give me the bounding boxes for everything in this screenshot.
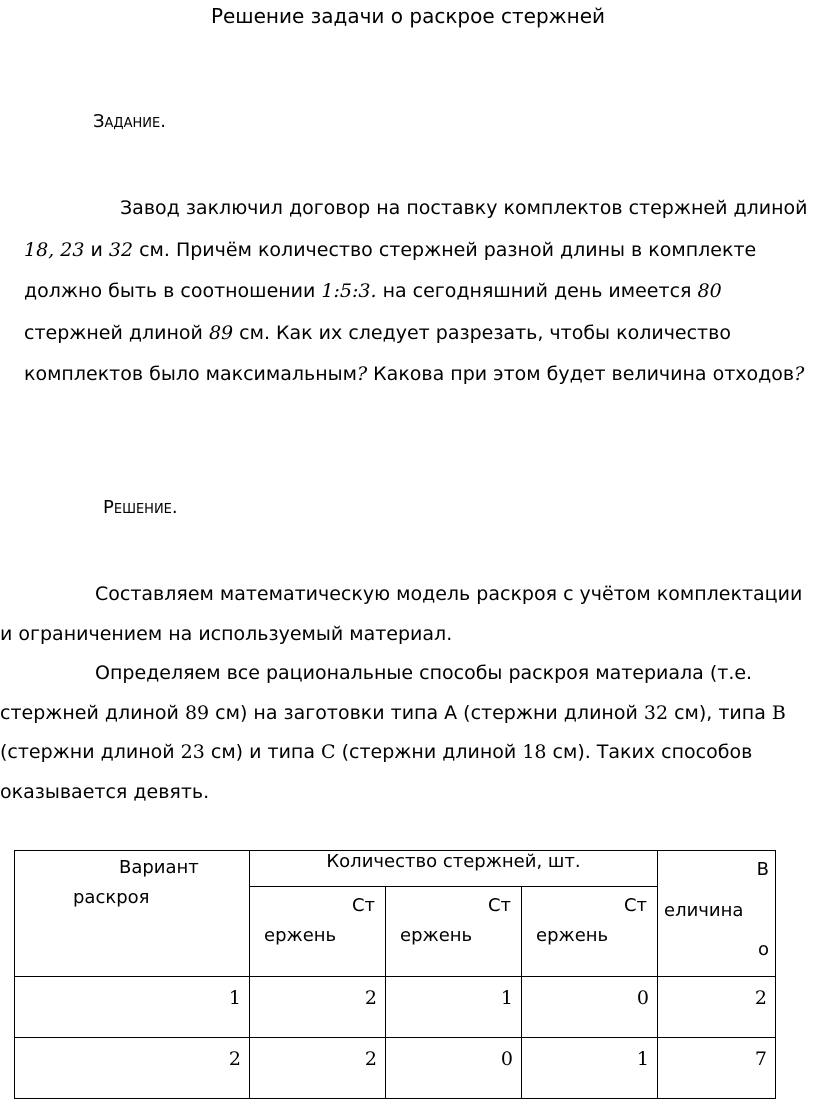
table-row xyxy=(15,1038,776,1099)
table-cell: 1 xyxy=(15,977,250,1038)
waste-header: В еличина о xyxy=(658,851,776,977)
table-cell: 7 xyxy=(658,1038,776,1099)
rod-header-c: Ст ержень xyxy=(522,886,658,976)
task-paragraph: Завод заключил договор на поставку комплектов стержней длиной 18, 23 и 32 см. Причём количество стержней разной длины в комплекте должно быть в соотношении 1:5:3. на сегодняшний день имеется 80 стержней длиной 89 см. Как их следует разрезать, чтобы количество комплектов было максимальным? Какова при этом будет величина отходов? xyxy=(24,197,808,385)
rod-header-a: Ст ержень xyxy=(250,886,386,976)
variant-header: Вариант раскроя xyxy=(15,851,250,977)
table-cell: 2 xyxy=(250,1038,386,1099)
quantity-header: Количество стержней, шт. xyxy=(250,851,658,887)
table-row xyxy=(15,977,776,1038)
task-heading: Задание. xyxy=(93,111,166,132)
solution-heading: Решение. xyxy=(103,497,178,518)
table-cell: 2 xyxy=(15,1038,250,1099)
table-cell: 0 xyxy=(522,977,658,1038)
solution-text xyxy=(0,575,814,812)
table-cell: 2 xyxy=(658,977,776,1038)
rod-header-b: Ст ержень xyxy=(386,886,522,976)
table-cell: 0 xyxy=(386,1038,522,1099)
cutting-table xyxy=(14,850,776,1099)
table-cell: 2 xyxy=(250,977,386,1038)
table-cell: 1 xyxy=(386,977,522,1038)
solution-paragraph-1: Составляем математическую модель раскроя с учётом комплектации и ограничением на используемый материал. xyxy=(0,583,803,645)
solution-paragraph-2: Определяем все рациональные способы раскроя материала (т.е. стержней длиной 89 см) на заготовки типа А (стержни длиной 32 см), типа В (стержни длиной 23 см) и типа С (стержни длиной 18 см). Таких способов оказывается девять. xyxy=(0,662,786,803)
document-title: Решение задачи о раскрое стержней xyxy=(210,4,606,28)
table-cell: 1 xyxy=(522,1038,658,1099)
